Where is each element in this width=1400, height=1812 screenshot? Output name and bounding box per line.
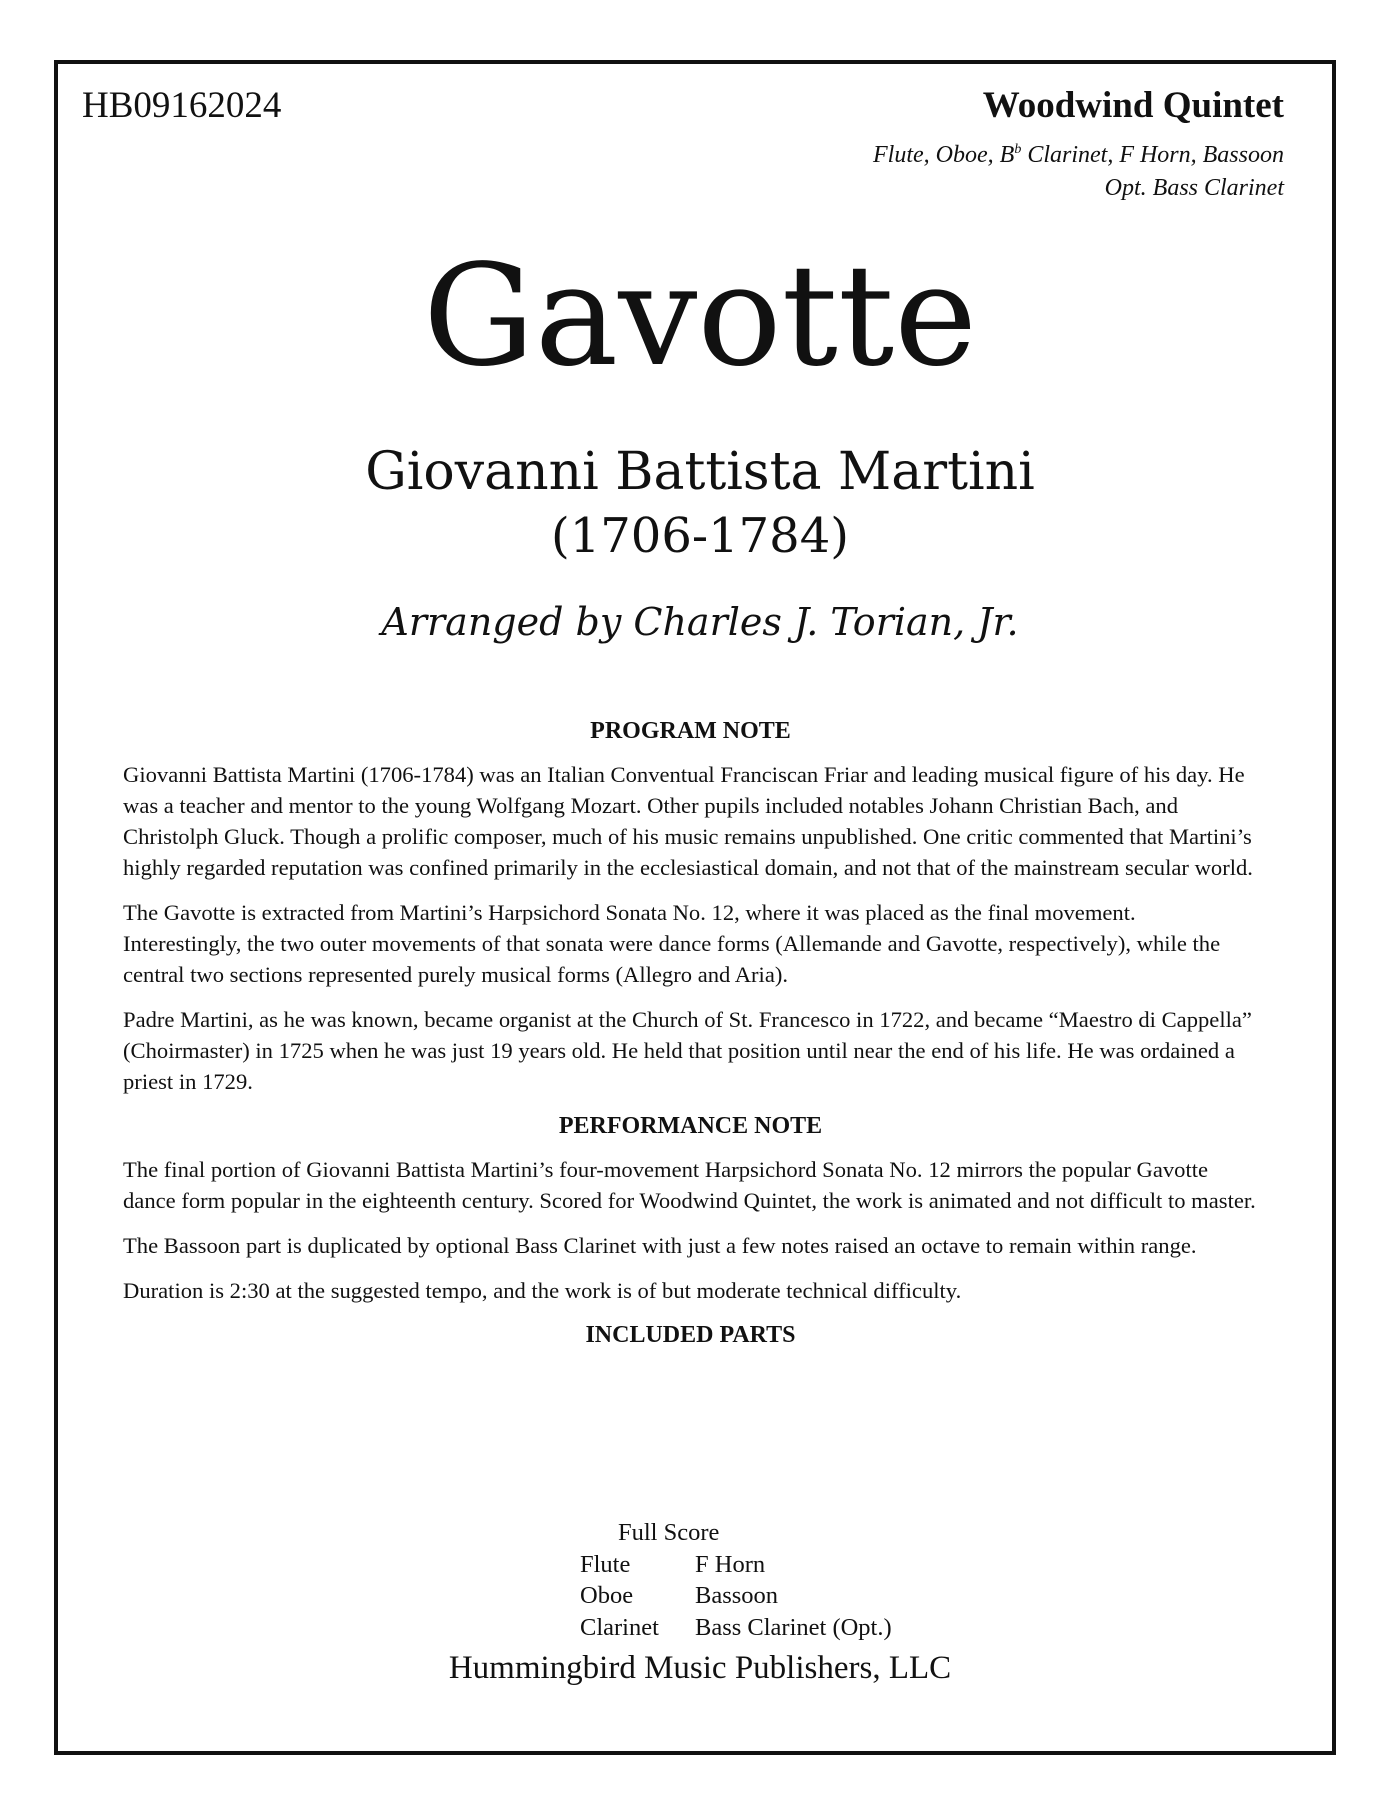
- ensemble-title: Woodwind Quintet: [982, 85, 1284, 126]
- part-item: Bassoon: [695, 1582, 779, 1609]
- performance-note-paragraph: Duration is 2:30 at the suggested tempo, and the work is of but moderate technical difficulty.: [123, 1278, 962, 1303]
- part-item: Flute: [580, 1550, 631, 1578]
- included-parts-heading: INCLUDED PARTS: [585, 1322, 796, 1348]
- instrumentation-end: Clarinet, F Horn, Bassoon: [1021, 142, 1284, 168]
- instrumentation-start: Flute, Oboe, B: [873, 142, 1015, 168]
- part-item: F Horn: [695, 1550, 766, 1578]
- part-item: Bass Clarinet (Opt.): [695, 1613, 892, 1641]
- publisher-name: Hummingbird Music Publishers, LLC: [448, 1650, 952, 1686]
- program-note-paragraph: The Gavotte is extracted from Martini’s Harpsichord Sonata No. 12, where it was placed as the final movement. Interestingly, the two outer movements of that sonata were dance forms (Allemande and Gavotte, respectively), while the central two sections represented purely musical forms (Allegro and Aria).: [123, 900, 1221, 987]
- catalog-number: HB09162024: [82, 85, 282, 126]
- parts-row: [580, 1580, 892, 1612]
- composer-dates: (1706-1784): [551, 508, 849, 564]
- part-item: Clarinet: [580, 1613, 659, 1641]
- part-item: Oboe: [580, 1582, 634, 1609]
- program-note-heading: PROGRAM NOTE: [590, 718, 791, 744]
- piece-title: Gavotte: [422, 235, 978, 398]
- flat-sign: b: [1014, 142, 1022, 157]
- performance-note-paragraph: The Bassoon part is duplicated by optional Bass Clarinet with just a few notes raised an octave to remain within range.: [123, 1233, 1197, 1258]
- instrumentation: [873, 133, 1284, 172]
- composer-name: Giovanni Battista Martini: [365, 442, 1035, 502]
- performance-note-paragraph: The final portion of Giovanni Battista Martini’s four-movement Harpsichord Sonata No. 12 mirrors the popular Gavotte dance form popular in the eighteenth century. Scored for Woodwind Quintet, the work is animated and not difficult to master.: [123, 1157, 1256, 1213]
- ensemble-block: [873, 84, 1284, 205]
- performance-note-heading: PERFORMANCE NOTE: [558, 1113, 823, 1139]
- notes-section: [123, 716, 1258, 1363]
- arranger-credit: Arranged by Charles J. Torian, Jr.: [381, 600, 1019, 644]
- parts-row: [580, 1549, 892, 1581]
- program-note-paragraph: Padre Martini, as he was known, became organist at the Church of St. Francesco in 1722, and became “Maestro di Cappella” (Choirmaster) in 1725 when he was just 19 years old. He held that position until near the end of his life. He was ordained a priest in 1729.: [123, 1007, 1252, 1094]
- parts-table: [580, 1549, 892, 1644]
- program-note-paragraph: Giovanni Battista Martini (1706-1784) was an Italian Conventual Franciscan Friar and leading musical figure of his day. He was a teacher and mentor to the young Wolfgang Mozart. Other pupils included notables Johann Christian Bach, and Christolph Gluck. Though a prolific composer, much of his music remains unpublished. One critic commented that Martini’s highly regarded reputation was confined primarily in the ecclesiastical domain, and not that of the mainstream secular world.: [123, 762, 1253, 880]
- full-score-item: Full Score: [618, 1519, 720, 1546]
- included-parts-list: [580, 1517, 892, 1643]
- parts-row: [580, 1612, 892, 1644]
- optional-instrument: Opt. Bass Clarinet: [1104, 175, 1284, 201]
